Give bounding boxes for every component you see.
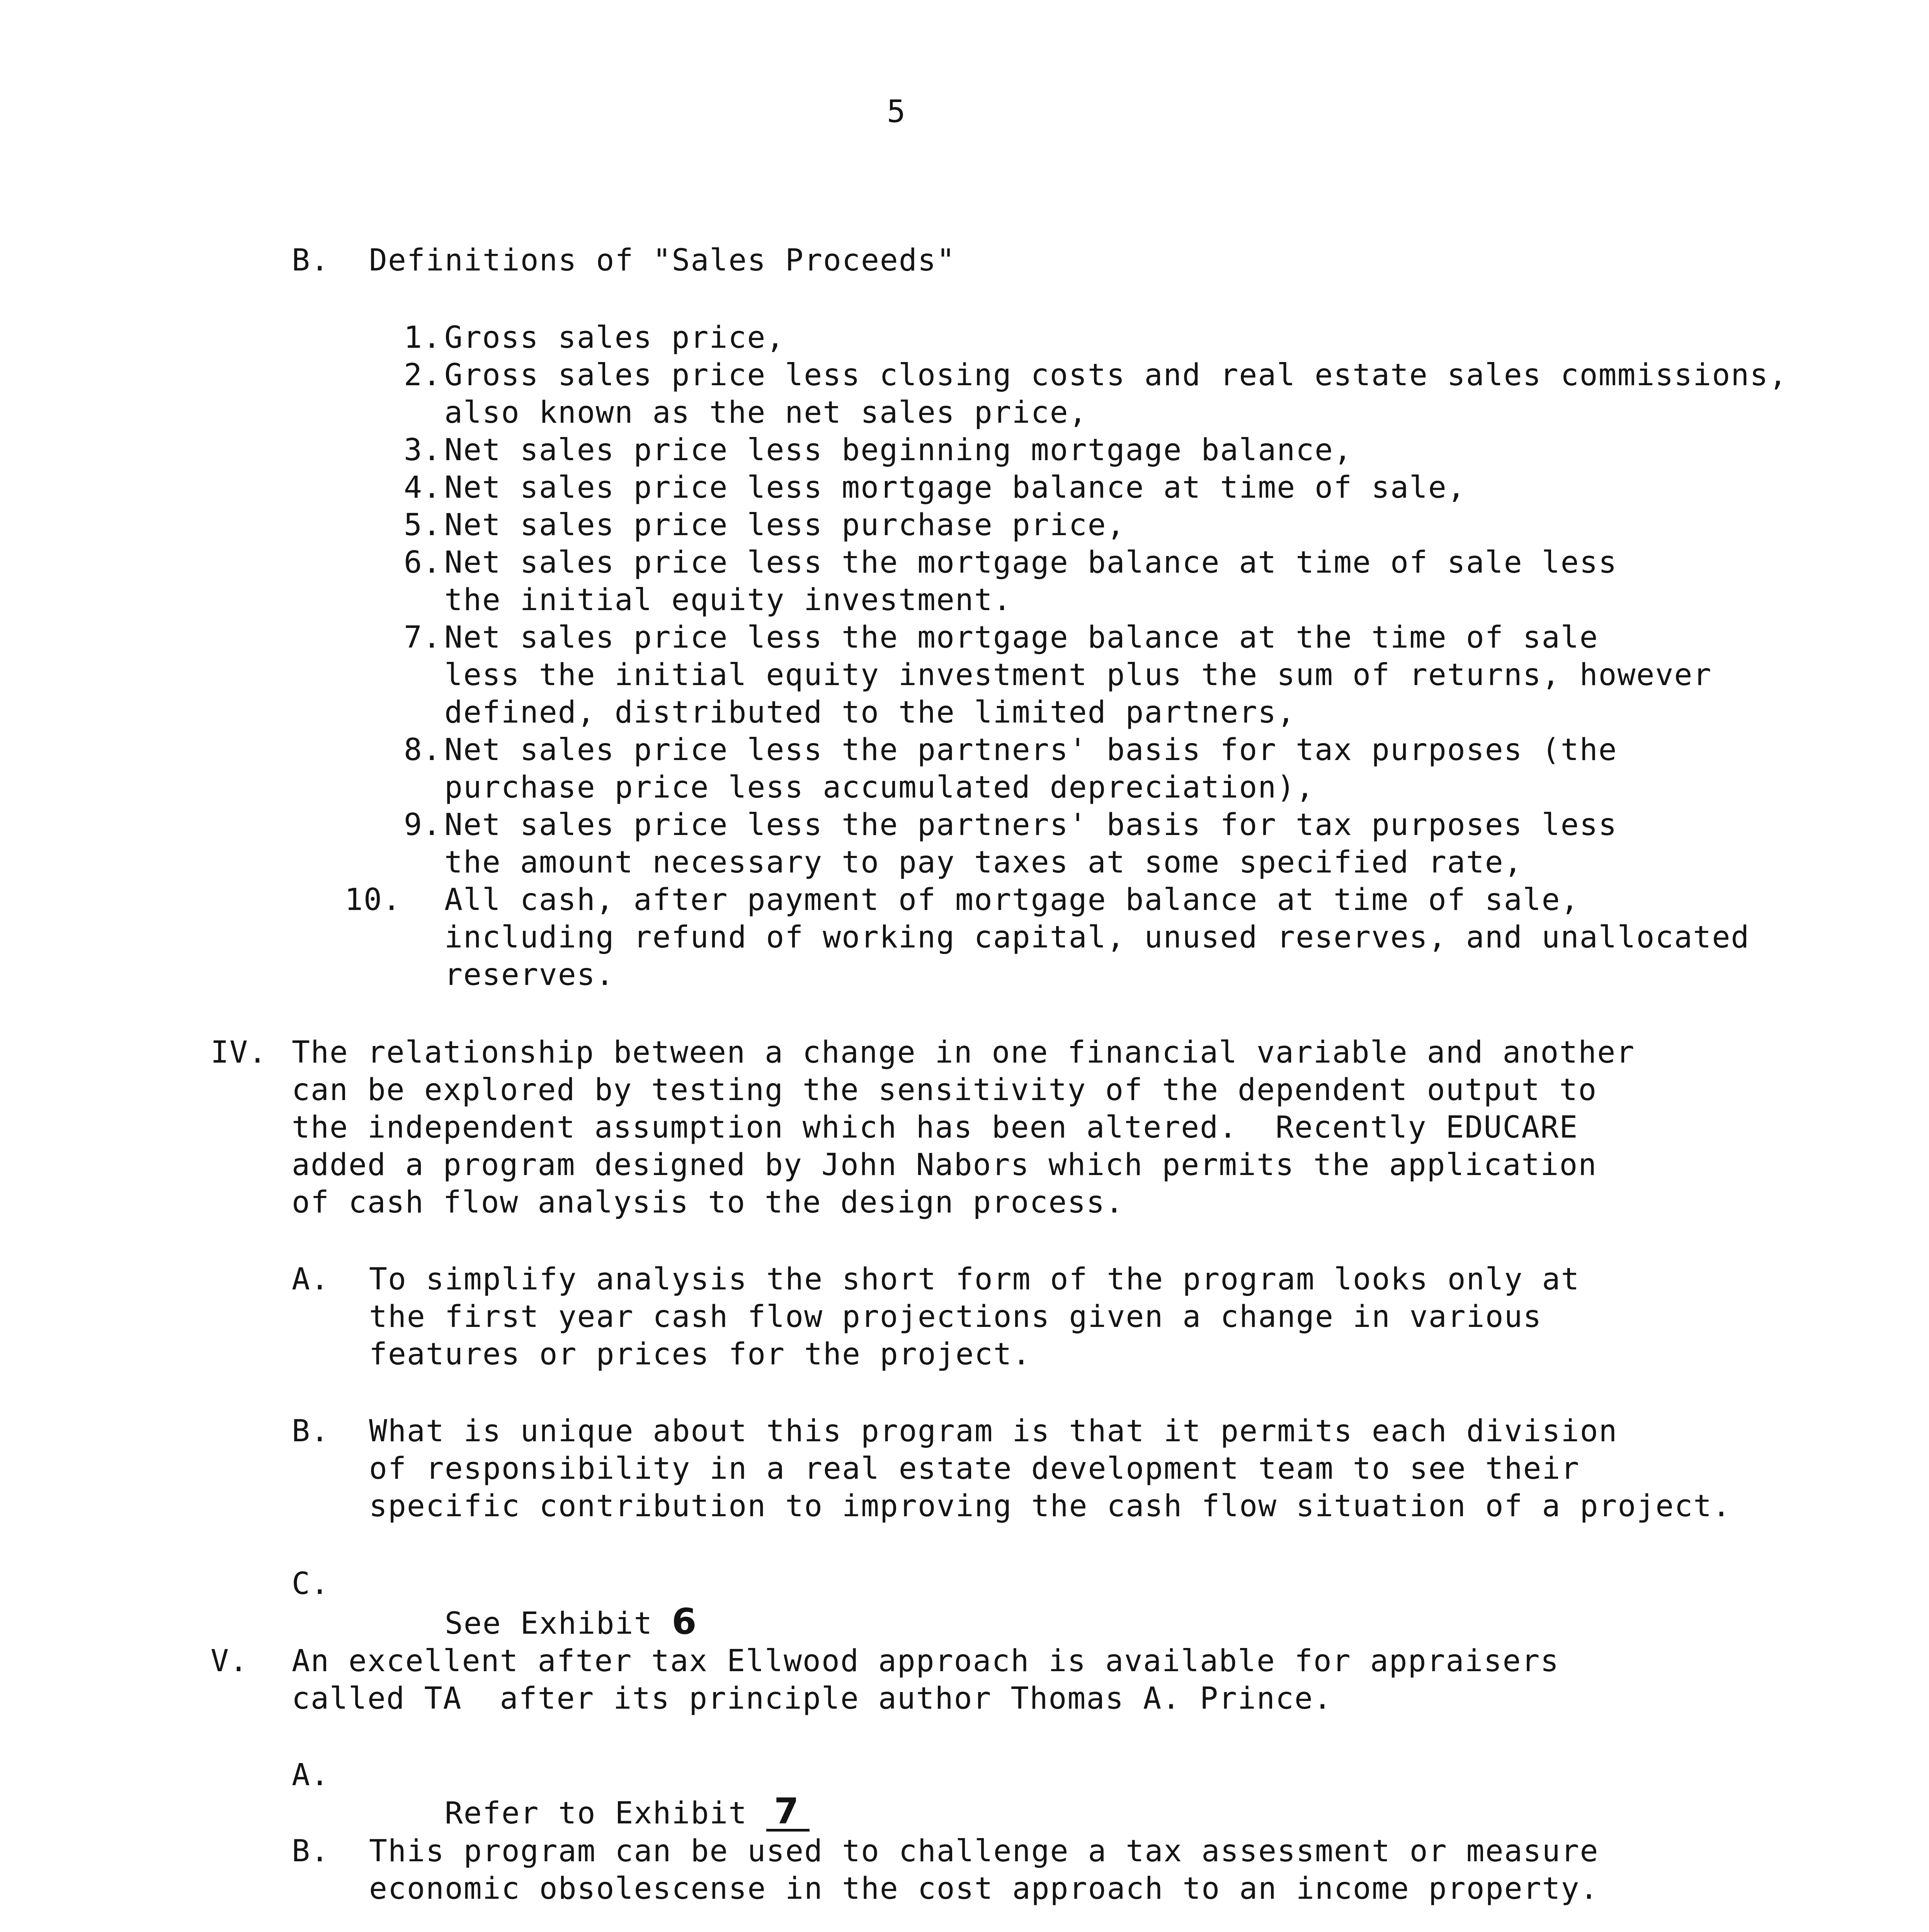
handwritten-exhibit-number: 7 <box>766 1794 810 1832</box>
list-item-text: Gross sales price less closing costs and real estate sales commissions, <box>444 358 1788 393</box>
list-item-text: including refund of working capital, unused reserves, and unallocated <box>444 920 1750 955</box>
list-item-number: 10. <box>345 883 401 917</box>
list-item-number: 3. <box>404 433 442 468</box>
list-item-text: purchase price less accumulated depreciation), <box>444 770 1315 805</box>
list-item-number: 8. <box>404 733 442 767</box>
section-b-label: B. <box>292 243 330 278</box>
list-item-number: 4. <box>404 470 442 505</box>
exhibit-reference-text: See Exhibit <box>444 1606 653 1641</box>
list-item-text: less the initial equity investment plus the sum of returns, however <box>444 658 1712 692</box>
exhibit-reference-text: Refer to Exhibit <box>444 1796 748 1831</box>
section-iv-a-label: A. <box>292 1262 330 1297</box>
list-item-number: 7. <box>404 620 442 655</box>
handwritten-exhibit-number: 6 <box>672 1601 697 1642</box>
list-item-text: Net sales price less purchase price, <box>444 508 1126 543</box>
section-v-b-label: B. <box>292 1834 330 1869</box>
section-v-a-label: A. <box>292 1758 330 1793</box>
section-iv-b-text: What is unique about this program is that it permits each division <box>369 1414 1618 1449</box>
section-iv-text: added a program designed by John Nabors which permits the application <box>292 1148 1597 1182</box>
section-iv-text: of cash flow analysis to the design process. <box>292 1185 1124 1220</box>
section-v-a-text <box>369 1756 810 1832</box>
section-iv-b-label: B. <box>292 1414 330 1449</box>
list-item-number: 6. <box>404 545 442 580</box>
section-iv-c-text <box>369 1565 697 1642</box>
list-item-number: 2. <box>404 358 442 393</box>
list-item-text: also known as the net sales price, <box>444 395 1088 430</box>
section-iv-text: The relationship between a change in one financial variable and another <box>292 1035 1635 1070</box>
list-item-text: All cash, after payment of mortgage balance at time of sale, <box>444 883 1580 917</box>
list-item-text: Net sales price less the partners' basis for tax purposes less <box>444 808 1618 842</box>
list-item-number: 5. <box>404 508 442 543</box>
section-v-b-text: economic obsolescense in the cost approach to an income property. <box>369 1871 1599 1906</box>
section-iv-a-text: features or prices for the project. <box>369 1337 1031 1372</box>
section-iv-label: IV. <box>211 1035 267 1070</box>
section-v-label: V. <box>211 1644 248 1679</box>
list-item-number: 9. <box>404 808 442 842</box>
list-item-text: Net sales price less the mortgage balance at the time of sale <box>444 620 1599 655</box>
list-item-text: reserves. <box>444 957 615 992</box>
list-item-text: Net sales price less mortgage balance at time of sale, <box>444 470 1466 505</box>
section-iv-a-text: To simplify analysis the short form of the program looks only at <box>369 1262 1580 1297</box>
section-v-text: called TA after its principle author Thomas A. Prince. <box>292 1681 1332 1716</box>
section-v-text: An excellent after tax Ellwood approach is available for appraisers <box>292 1644 1560 1679</box>
page-number: 5 <box>887 94 907 129</box>
section-iv-c-label: C. <box>292 1566 330 1601</box>
list-item-text: Net sales price less the mortgage balance at time of sale less <box>444 545 1618 580</box>
list-item-text: the amount necessary to pay taxes at some specified rate, <box>444 845 1523 880</box>
section-iv-b-text: specific contribution to improving the cash flow situation of a project. <box>369 1489 1732 1524</box>
list-item-text: Net sales price less the partners' basis for tax purposes (the <box>444 733 1618 767</box>
section-b-title: Definitions of "Sales Proceeds" <box>369 243 956 278</box>
section-iv-a-text: the first year cash flow projections given a change in various <box>369 1299 1542 1334</box>
list-item-text: Net sales price less beginning mortgage balance, <box>444 433 1353 468</box>
section-iv-text: the independent assumption which has been altered. Recently EDUCARE <box>292 1110 1579 1145</box>
list-item-text: the initial equity investment. <box>444 583 1012 617</box>
section-iv-text: can be explored by testing the sensitivity of the dependent output to <box>292 1073 1597 1107</box>
section-iv-b-text: of responsibility in a real estate development team to see their <box>369 1451 1580 1486</box>
list-item-text: defined, distributed to the limited partners, <box>444 695 1296 730</box>
list-item-number: 1. <box>404 320 442 355</box>
section-v-b-text: This program can be used to challenge a tax assessment or measure <box>369 1834 1599 1869</box>
list-item-text: Gross sales price, <box>444 320 785 355</box>
